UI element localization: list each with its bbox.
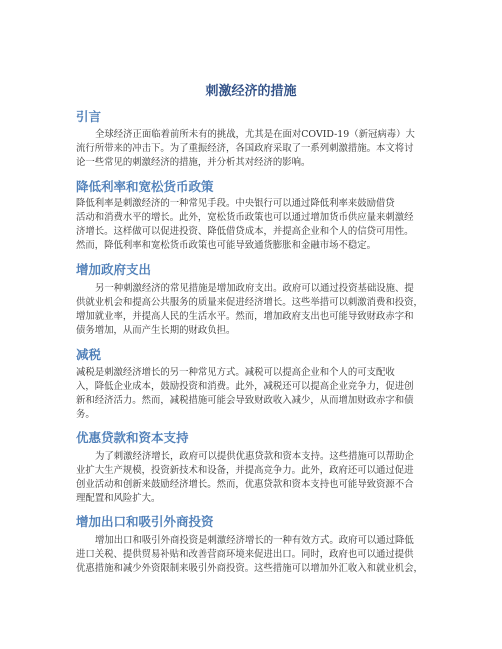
section-heading-government-spending: 增加政府支出: [76, 262, 152, 277]
section-heading-exports-investment: 增加出口和吸引外商投资: [76, 514, 214, 529]
paragraph-line: 全球经济正面临着前所未有的挑战，尤其是在面对COVID-19（新冠病毒）大: [95, 129, 415, 140]
paragraph-line: 增加出口和吸引外商投资是刺激经济增长的一种有效方式。政府可以通过降低: [95, 535, 414, 546]
paragraph-line: 活动和消费水平的增长。此外，宽松货币政策也可以通过增加货币供应量来刺激经: [76, 212, 414, 223]
paragraph-line: 创业活动和创新来鼓励经济增长。然而，优惠贷款和资本支持也可能导致资源不合: [76, 479, 414, 490]
section-paragraph-preferential-loans: [76, 450, 428, 506]
section-paragraph-introduction: [76, 128, 428, 170]
paragraph-line: 减税是刺激经济增长的另一种常见方式。减税可以提高企业和个人的可支配收: [76, 367, 395, 378]
document-title: 刺激经济的措施: [205, 84, 297, 99]
paragraph-line: 优惠措施和减少外资限制来吸引外商投资。这些措施可以增加外汇收入和就业机会，: [76, 563, 423, 574]
paragraph-line: 增加就业率，并提高人民的生活水平。然而，增加政府支出也可能导致财政赤字和: [76, 311, 414, 322]
paragraph-line: 业扩大生产规模，投资新技术和设备，并提高竞争力。此外，政府还可以通过促进: [76, 465, 414, 476]
paragraph-line: 务。: [76, 409, 95, 420]
paragraph-line: 流行所带来的冲击下。为了重振经济，各国政府采取了一系列刺激措施。本文将讨: [76, 143, 414, 154]
paragraph-line: 理配置和风险扩大。: [76, 493, 161, 504]
paragraph-line: 然而，降低利率和宽松货币政策也可能导致通货膨胀和金融市场不稳定。: [76, 240, 377, 251]
paragraph-line: 进口关税、提供贸易补贴和改善营商环境来促进出口。同时，政府也可以通过提供: [76, 549, 414, 560]
section-heading-preferential-loans: 优惠贷款和资本支持: [76, 430, 189, 445]
paragraph-line: 论一些常见的刺激经济的措施，并分析其对经济的影响。: [76, 157, 311, 168]
paragraph-line: 债务增加，从而产生长期的财政负担。: [76, 325, 236, 336]
paragraph-line: 新和经济活力。然而，减税措施可能会导致财政收入减少，从而增加财政赤字和债: [76, 395, 414, 406]
section-heading-tax-cuts: 减税: [76, 347, 102, 362]
paragraph-line: 降低利率是刺激经济的一种常见手段。中央银行可以通过降低利率来鼓励借贷: [76, 198, 395, 209]
section-heading-interest-rates: 降低利率和宽松货币政策: [76, 179, 214, 194]
section-paragraph-interest-rates: [76, 197, 428, 253]
paragraph-line: 供就业机会和提高公共服务的质量来促进经济增长。这些举措可以刺激消费和投资，: [76, 297, 423, 308]
paragraph-line: 入，降低企业成本，鼓励投资和消费。此外，减税还可以提高企业竞争力，促进创: [76, 381, 414, 392]
section-paragraph-exports-investment: [76, 534, 428, 576]
section-paragraph-tax-cuts: [76, 366, 428, 422]
paragraph-line: 另一种刺激经济的常见措施是增加政府支出。政府可以通过投资基础设施、提: [95, 283, 414, 294]
section-paragraph-government-spending: [76, 282, 428, 338]
paragraph-line: 济增长。这样做可以促进投资、降低借贷成本，并提高企业和个人的信贷可用性。: [76, 226, 414, 237]
paragraph-line: 为了刺激经济增长，政府可以提供优惠贷款和资本支持。这些措施可以帮助企: [95, 451, 414, 462]
section-heading-introduction: 引言: [76, 109, 102, 124]
